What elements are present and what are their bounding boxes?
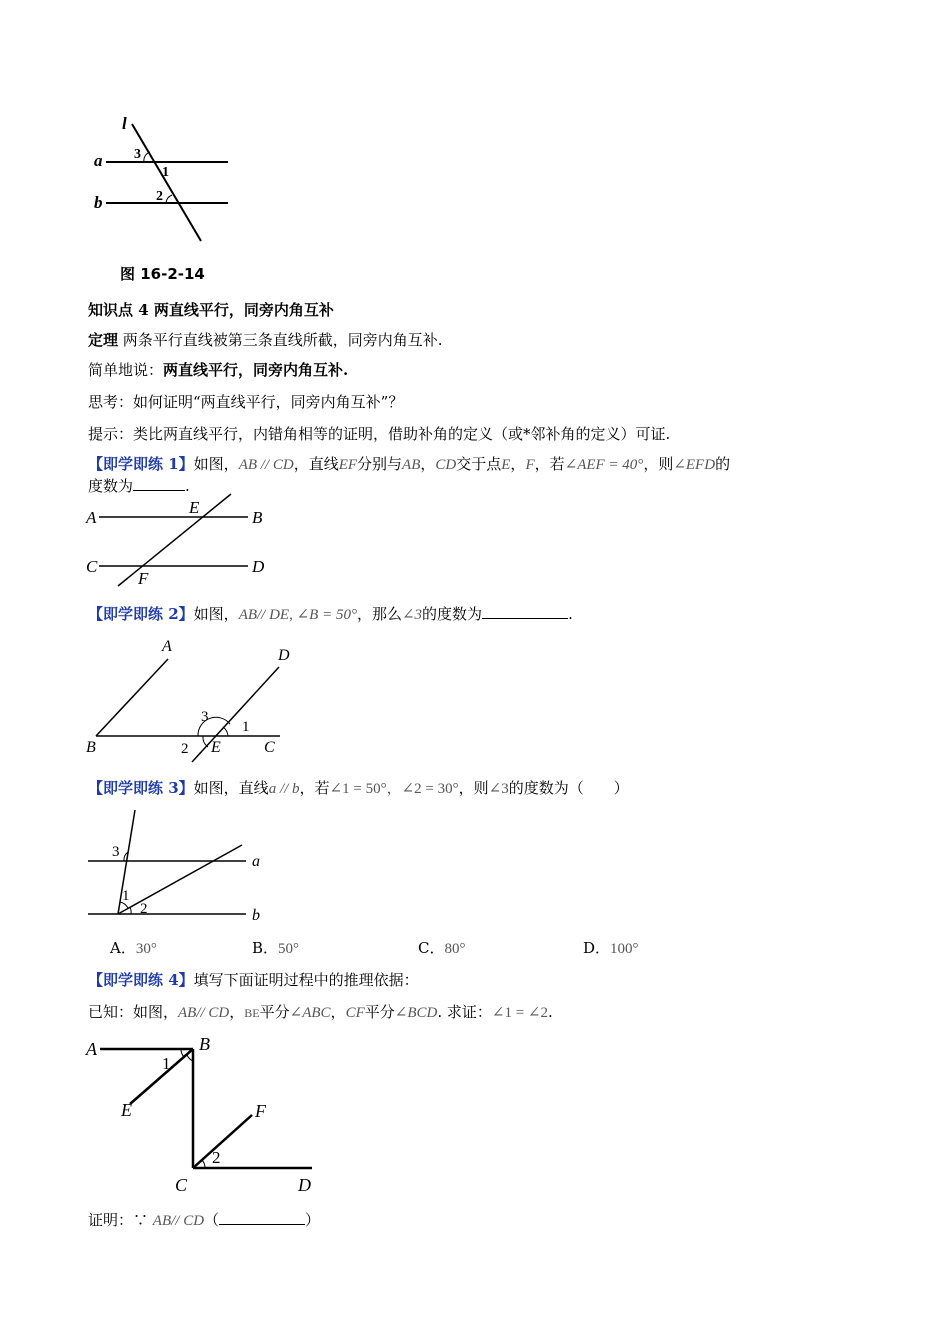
ex3-text: 如图，直线 bbox=[193, 779, 269, 797]
label-1: 1 bbox=[122, 888, 130, 904]
ex4-math: AB// CD bbox=[178, 1005, 230, 1021]
label-2: 2 bbox=[156, 189, 163, 204]
label-a: a bbox=[252, 853, 260, 870]
ex1-math: EF bbox=[338, 457, 358, 473]
label-B: B bbox=[199, 1034, 210, 1054]
label-B: B bbox=[86, 739, 96, 756]
label-3: 3 bbox=[112, 844, 120, 860]
label-E: E bbox=[121, 1100, 132, 1120]
ex4-tag: 【即学即练 4】 bbox=[88, 971, 194, 989]
ex1-math: F bbox=[525, 457, 535, 473]
label-b: b bbox=[252, 907, 260, 924]
ex4-text: 平分 bbox=[364, 1003, 395, 1021]
label-1: 1 bbox=[162, 1054, 171, 1073]
ex1-math: E bbox=[501, 457, 511, 473]
ex3-text: ，则 bbox=[458, 779, 489, 797]
label-D: D bbox=[298, 1175, 311, 1195]
ex1-text: 度数为 bbox=[88, 477, 134, 495]
ex1-math: AB // CD bbox=[238, 457, 294, 473]
option-letter: A． bbox=[110, 939, 136, 957]
option-value: 30° bbox=[135, 941, 157, 957]
proof-prefix: 证明：∵ bbox=[88, 1211, 153, 1229]
ex1-text: . bbox=[185, 477, 190, 495]
ex1-text: 交于点 bbox=[456, 455, 502, 473]
option-letter: C． bbox=[418, 939, 445, 957]
reason-blank[interactable] bbox=[219, 1210, 305, 1225]
ex4-proof bbox=[88, 1210, 320, 1231]
label-D: D bbox=[278, 647, 290, 664]
option-value: 100° bbox=[610, 941, 639, 957]
label-a: a bbox=[94, 151, 103, 170]
ex4-text: . bbox=[547, 1003, 553, 1021]
kp4-heading: 知识点 4 两直线平行，同旁内角互补 bbox=[88, 301, 334, 319]
label-E: E bbox=[211, 739, 221, 756]
label-E: E bbox=[189, 498, 200, 517]
ex1-text: ， bbox=[510, 455, 526, 473]
ex1-text: ，则 bbox=[643, 455, 674, 473]
simple-bold: 两直线平行，同旁内角互补. bbox=[163, 361, 349, 379]
ex3-math: a // b bbox=[268, 781, 300, 797]
label-C: C bbox=[86, 557, 98, 576]
figure-caption: 图 16-2-14 bbox=[120, 265, 205, 283]
option-value: 50° bbox=[278, 941, 300, 957]
label-C: C bbox=[175, 1175, 188, 1195]
ex2-text: ，那么 bbox=[356, 605, 402, 623]
ex2-text: . bbox=[568, 605, 573, 623]
ex3-text: 的度数为（ ） bbox=[508, 779, 629, 797]
ex3-tag: 【即学即练 3】 bbox=[88, 779, 194, 797]
proof-paren: ） bbox=[305, 1211, 321, 1229]
label-A: A bbox=[162, 638, 172, 655]
ex3-text: ，若 bbox=[299, 779, 330, 797]
ex1-text: ， bbox=[420, 455, 436, 473]
ex4-text: 填写下面证明过程中的推理依据： bbox=[193, 971, 419, 989]
label-A: A bbox=[86, 1039, 97, 1059]
ex1-text: 分别与 bbox=[357, 455, 403, 473]
ex2-text: 如图， bbox=[193, 605, 239, 623]
label-1: 1 bbox=[162, 165, 169, 180]
label-C: C bbox=[264, 739, 275, 756]
proof-math: AB// CD bbox=[152, 1213, 205, 1229]
ex1-text: ，若 bbox=[534, 455, 565, 473]
ex2-tag: 【即学即练 2】 bbox=[88, 605, 194, 623]
kp4-hint: 提示：类比两直线平行，内错角相等的证明，借助补角的定义（或*邻补角的定义）可证. bbox=[88, 425, 671, 443]
ex2-math: ∠3 bbox=[401, 607, 423, 623]
theorem-label: 定理 bbox=[88, 331, 119, 349]
ex4-text: 平分 bbox=[259, 1003, 290, 1021]
option-letter: D． bbox=[583, 939, 611, 957]
ex4-math: ∠ABC bbox=[289, 1005, 331, 1021]
ex4-text: ， bbox=[330, 1003, 346, 1021]
option-value: 80° bbox=[444, 941, 466, 957]
ex3-math: ∠3 bbox=[488, 781, 509, 797]
label-F: F bbox=[138, 569, 149, 588]
label-b: b bbox=[94, 193, 103, 212]
ex2-math: AB// DE, ∠B = 50° bbox=[238, 607, 357, 623]
ex4-math: BE bbox=[244, 1006, 260, 1020]
label-l: l bbox=[122, 114, 127, 133]
ex1-text: ，直线 bbox=[293, 455, 339, 473]
label-1: 1 bbox=[242, 719, 250, 735]
ex3-math: ∠1 = 50°，∠2 = 30° bbox=[329, 781, 459, 797]
kp4-think: 思考：如何证明“两直线平行，同旁内角互补”？ bbox=[88, 393, 404, 411]
ex4-text: ， bbox=[229, 1003, 245, 1021]
ex4-math: ∠1 = ∠2 bbox=[491, 1005, 548, 1021]
label-3: 3 bbox=[201, 709, 209, 725]
ex1-math: ∠EFD bbox=[673, 457, 716, 473]
theorem-text: 两条平行直线被第三条直线所截，同旁内角互补. bbox=[122, 331, 443, 349]
proof-paren: （ bbox=[204, 1211, 220, 1229]
ex1-tag: 【即学即练 1】 bbox=[88, 455, 194, 473]
label-2: 2 bbox=[212, 1148, 221, 1167]
ex2-text: 的度数为 bbox=[422, 605, 483, 623]
label-F: F bbox=[255, 1101, 266, 1121]
ex1-math: CD bbox=[435, 457, 457, 473]
label-D: D bbox=[252, 557, 265, 576]
label-B: B bbox=[252, 508, 263, 527]
label-A: A bbox=[86, 508, 97, 527]
label-2: 2 bbox=[140, 901, 148, 917]
label-2: 2 bbox=[181, 741, 189, 757]
ex4-text: . 求证： bbox=[437, 1003, 492, 1021]
simple-prefix: 简单地说： bbox=[88, 361, 164, 379]
ex4-text: 已知：如图， bbox=[88, 1003, 179, 1021]
ex4-math: CF bbox=[345, 1005, 365, 1021]
ex1-math: ∠AEF = 40° bbox=[564, 457, 644, 473]
ex1-text: 的 bbox=[715, 455, 731, 473]
ex1-text: 如图， bbox=[193, 455, 239, 473]
ex4-math: ∠BCD bbox=[394, 1005, 438, 1021]
ex1-math: AB bbox=[402, 457, 421, 473]
label-3: 3 bbox=[134, 147, 141, 162]
option-letter: B． bbox=[252, 939, 279, 957]
